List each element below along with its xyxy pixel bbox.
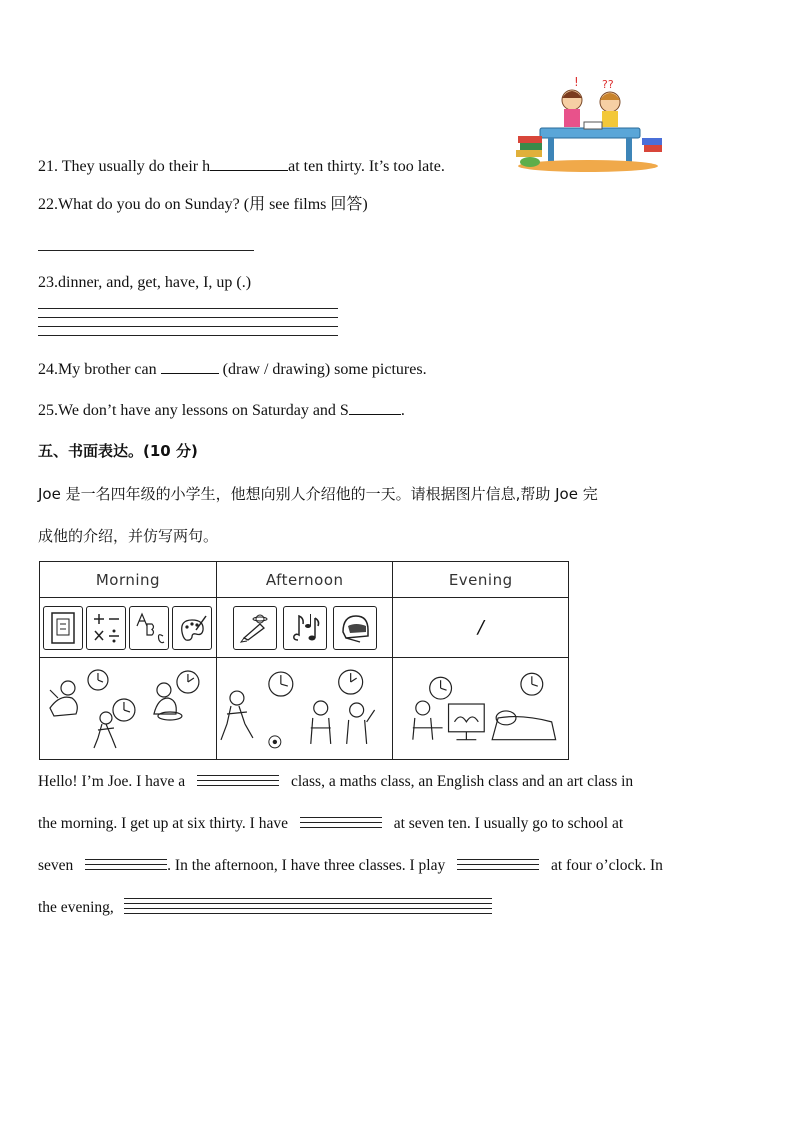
question-21-text: 21. They usually do their h: [38, 158, 211, 175]
passage-text: at seven ten. I usually go to school at: [393, 815, 624, 832]
evening-slash-mark: /: [477, 617, 484, 638]
chinese-book-icon: [43, 606, 83, 650]
afternoon-scene-cell: [216, 658, 393, 760]
question-21-text-end: at ten thirty. It’s too late.: [288, 158, 445, 175]
passage-text: Hello! I’m Joe. I have a: [38, 773, 186, 790]
answer-blank-3[interactable]: [85, 859, 167, 870]
morning-scene-cell: [40, 658, 217, 760]
question-23: 23.dinner, and, get, have, I, up (.): [38, 274, 252, 291]
question-25-text-end: .: [400, 402, 405, 419]
music-notes-icon: [283, 606, 327, 650]
passage-line-1: [38, 773, 633, 791]
passage-line-3: [38, 857, 663, 875]
passage-text: the morning. I get up at six thirty. I have: [38, 815, 288, 832]
daily-schedule-table: [39, 561, 569, 760]
passage-text: at four o’clock. In: [550, 857, 663, 874]
instruction-line-1: Joe 是一名四年级的小学生，他想向别人介绍他的一天。请根据图片信息,帮助 Joe 完: [38, 485, 598, 503]
question-24-text: 24.My brother can: [38, 361, 161, 378]
question-25: [38, 399, 405, 420]
question-24-text-end: (draw / drawing) some pictures.: [218, 361, 427, 378]
passage-text: the evening,: [38, 899, 114, 916]
evening-scene-illustration: [393, 658, 568, 754]
answer-lines-23[interactable]: [38, 308, 338, 336]
answer-blank-25[interactable]: [349, 399, 401, 415]
question-21: [38, 155, 445, 176]
instruction-line-2: 成他的介绍，并仿写两句。: [38, 527, 219, 545]
answer-blank-4[interactable]: [457, 859, 539, 870]
header-afternoon: Afternoon: [216, 562, 393, 598]
answer-blank-2[interactable]: [300, 817, 382, 828]
answer-blank-1[interactable]: [197, 775, 279, 786]
kids-studying-illustration: [510, 76, 666, 172]
answer-blank-21[interactable]: [210, 155, 288, 171]
header-evening: Evening: [393, 562, 569, 598]
evening-icons-cell: [393, 598, 569, 658]
svg-text:!: !: [574, 76, 579, 89]
section-title: 五、书面表达。(10 分): [38, 442, 198, 460]
abc-letters-icon: [129, 606, 169, 650]
maths-symbols-icon: [86, 606, 126, 650]
morning-scene-illustration: [40, 658, 216, 754]
answer-blank-24[interactable]: [161, 358, 219, 374]
question-25-text: 25.We don’t have any lessons on Saturday and S: [38, 402, 349, 419]
helmet-icon: [333, 606, 377, 650]
answer-line-22[interactable]: [38, 250, 254, 251]
svg-text:??: ??: [602, 78, 614, 91]
passage-text: . In the afternoon, I have three classes. I play: [167, 857, 446, 874]
passage-line-2: [38, 815, 623, 833]
morning-icons-cell: [40, 598, 217, 658]
afternoon-icons-cell: [216, 598, 393, 658]
question-22: 22.What do you do on Sunday? (用 see films 回答): [38, 196, 368, 213]
passage-text: class, a maths class, an English class and an art class in: [290, 773, 634, 790]
afternoon-scene-illustration: [217, 658, 393, 754]
header-morning: Morning: [40, 562, 217, 598]
answer-blank-5[interactable]: [124, 898, 492, 914]
passage-line-4: [38, 899, 492, 917]
spaceship-icon: [233, 606, 277, 650]
passage-text: seven: [38, 857, 74, 874]
palette-icon: [172, 606, 212, 650]
question-24: [38, 358, 427, 379]
evening-scene-cell: [393, 658, 569, 760]
